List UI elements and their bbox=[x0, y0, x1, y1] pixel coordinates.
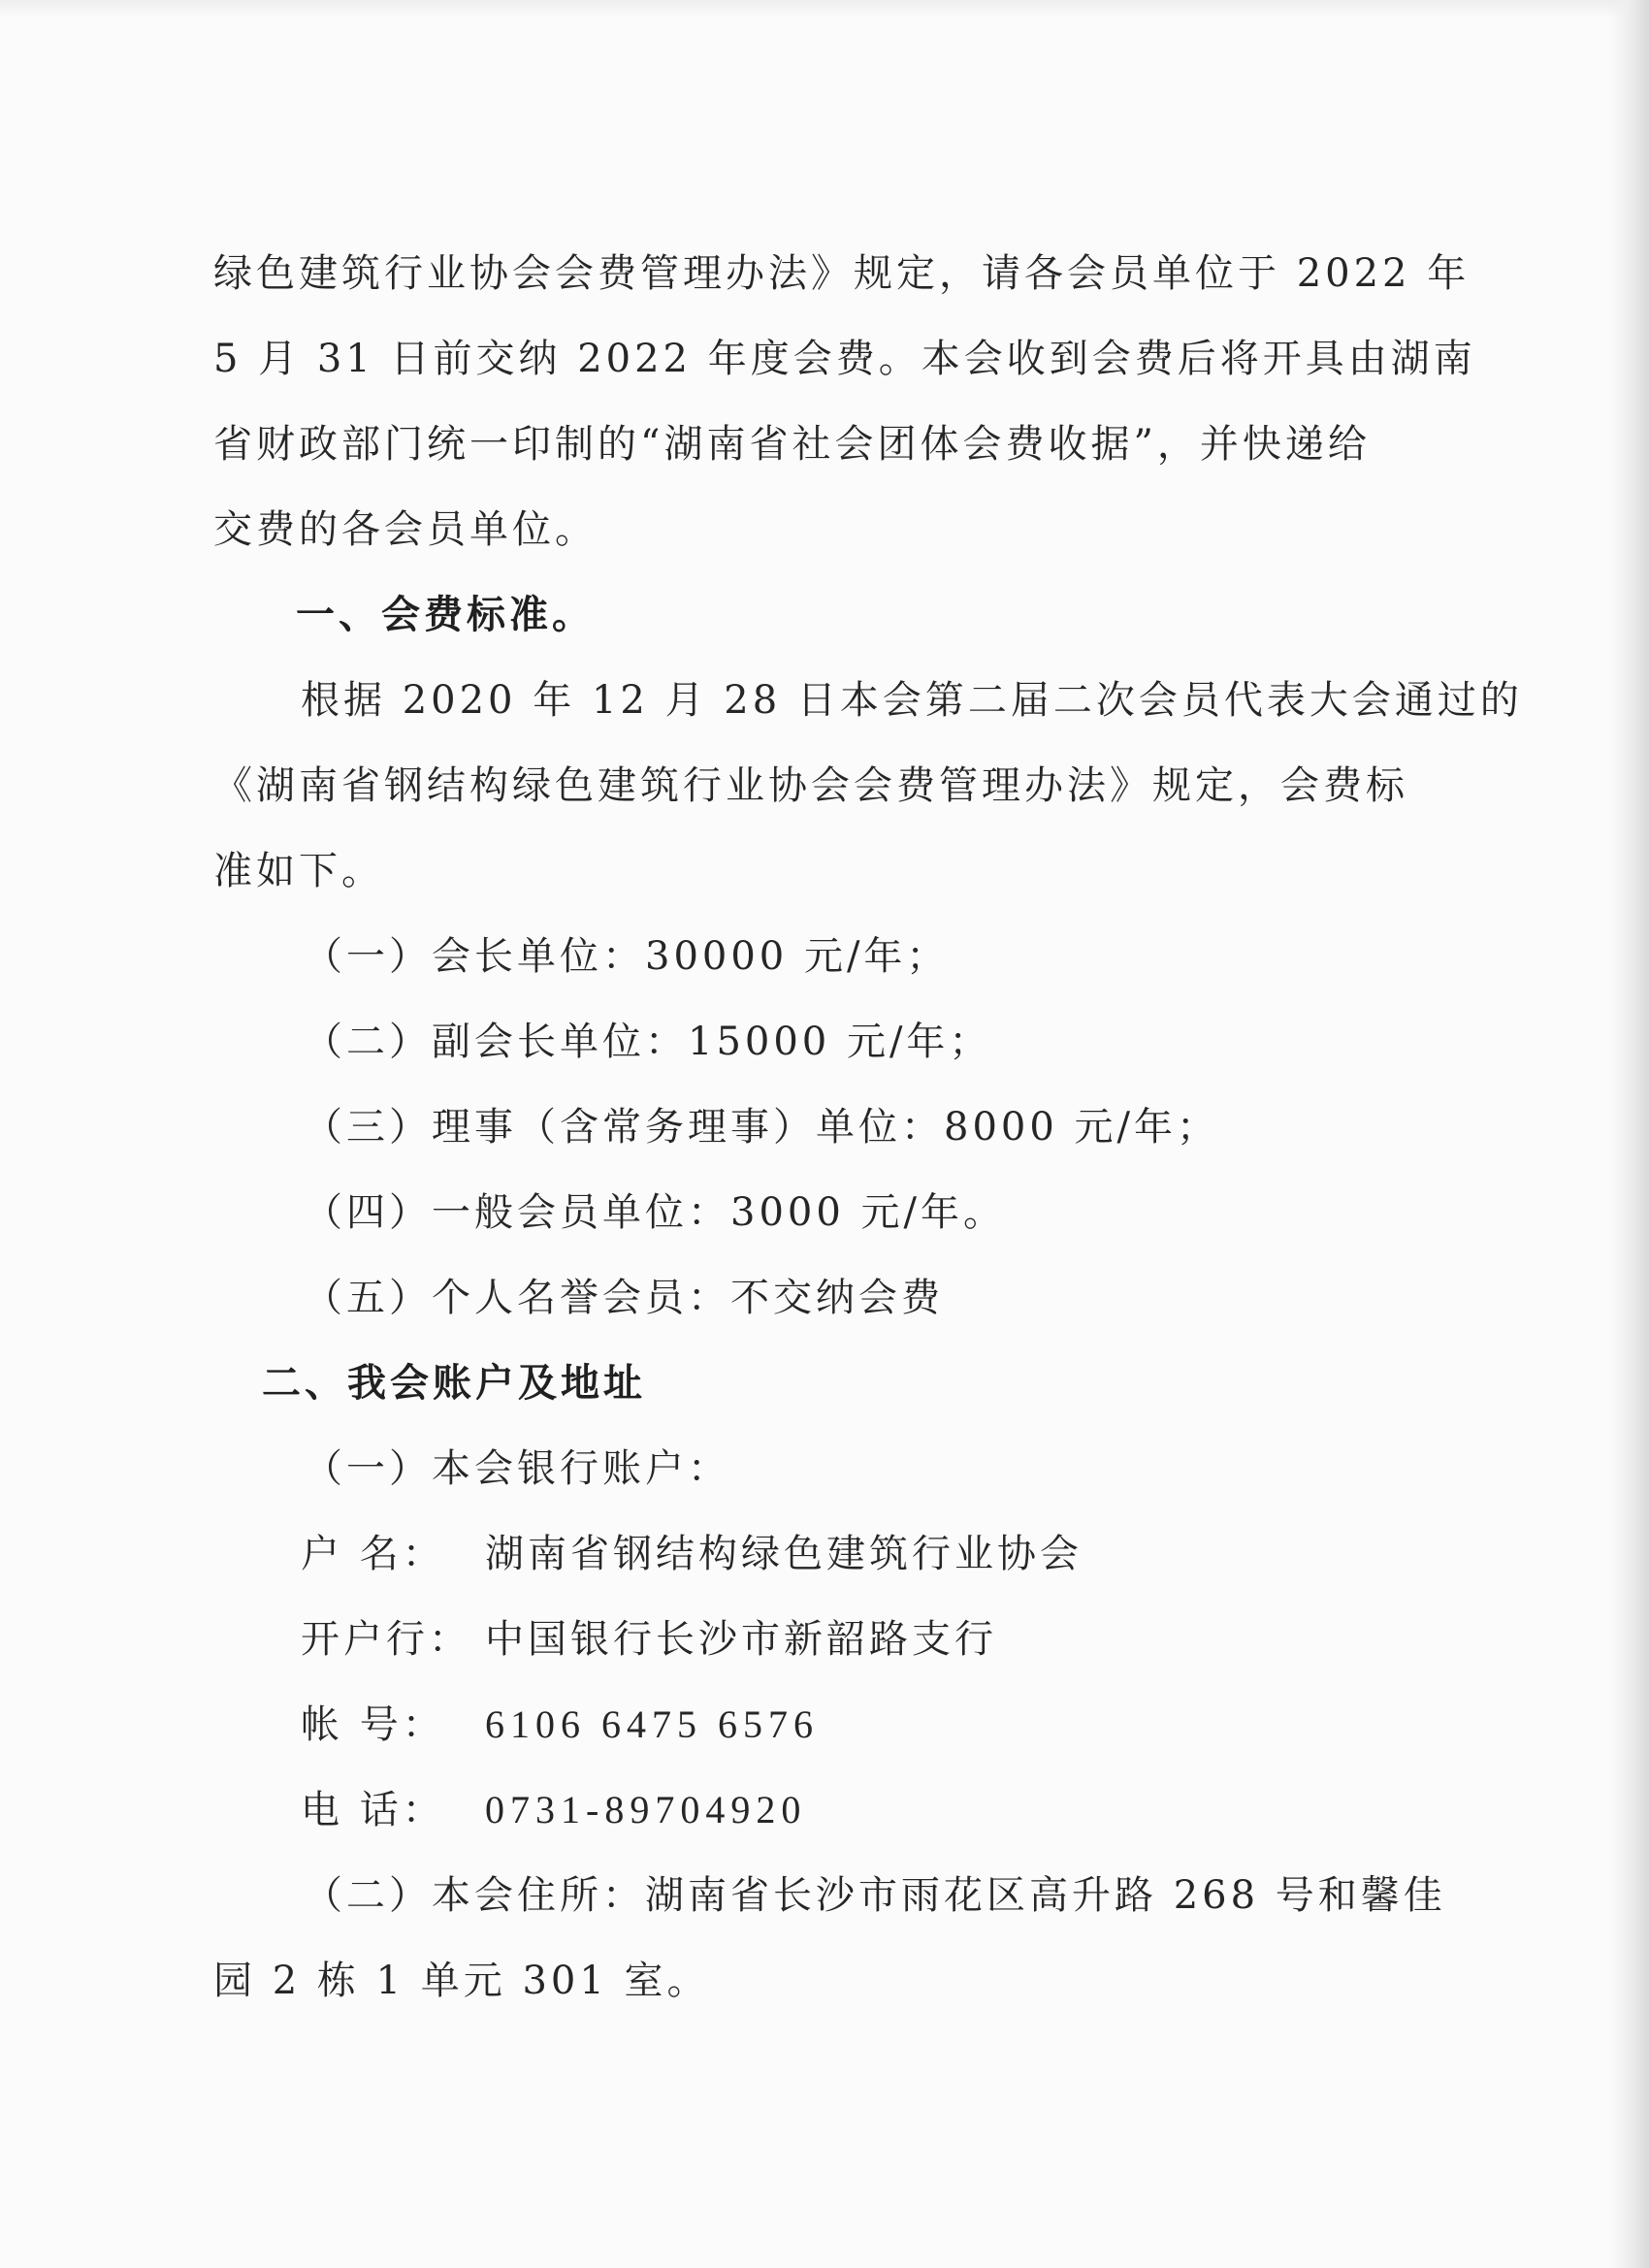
document-body bbox=[213, 231, 1523, 2024]
account-name-value: 湖南省钢结构绿色建筑行业协会 bbox=[485, 1532, 1083, 1576]
scan-top-shadow bbox=[0, 0, 1649, 17]
phone-label: 电 话： bbox=[301, 1788, 445, 1832]
account-number-label: 帐 号： bbox=[301, 1702, 445, 1747]
account-name-row bbox=[213, 1511, 1440, 1597]
fee-item-president: （一）会长单位：30000 元/年； bbox=[304, 934, 950, 979]
address-line-2: 园 2 栋 1 单元 301 室。 bbox=[213, 1959, 710, 2003]
fee-item-honorary-member: （五）个人名誉会员：不交纳会费 bbox=[304, 1276, 944, 1320]
bank-row bbox=[213, 1597, 1440, 1682]
account-number-value: 6106 6475 6576 bbox=[485, 1702, 819, 1746]
account-name-label: 户 名： bbox=[301, 1532, 445, 1576]
intro-line-2: 5 月 31 日前交纳 2022 年度会费。本会收到会费后将开具由湖南 bbox=[213, 337, 1476, 381]
address-line-1: （二）本会住所：湖南省长沙市雨花区高升路 268 号和馨佳 bbox=[304, 1873, 1446, 1918]
account-number-row bbox=[213, 1682, 1440, 1767]
bank-label: 开户行： bbox=[301, 1617, 471, 1662]
section-1-body-line-1: 根据 2020 年 12 月 28 日本会第二届二次会员代表大会通过的 bbox=[301, 678, 1523, 723]
phone-value: 0731-89704920 bbox=[485, 1788, 807, 1831]
section-1-heading: 一、会费标准。 bbox=[296, 593, 595, 637]
fee-item-general-member: （四）一般会员单位：3000 元/年。 bbox=[304, 1190, 1006, 1235]
bank-value: 中国银行长沙市新韶路支行 bbox=[485, 1617, 997, 1662]
fee-item-vice-president: （二）副会长单位：15000 元/年； bbox=[304, 1020, 992, 1064]
section-2-heading: 二、我会账户及地址 bbox=[262, 1361, 646, 1406]
intro-line-1: 绿色建筑行业协会会费管理办法》规定，请各会员单位于 2022 年 bbox=[213, 251, 1471, 296]
bank-account-title: （一）本会银行账户： bbox=[304, 1446, 730, 1491]
fee-item-director: （三）理事（含常务理事）单位：8000 元/年； bbox=[304, 1105, 1219, 1150]
section-1-body-line-2: 《湖南省钢结构绿色建筑行业协会会费管理办法》规定，会费标 bbox=[213, 763, 1408, 808]
phone-row bbox=[213, 1767, 1440, 1853]
section-1-body-line-3: 准如下。 bbox=[213, 849, 384, 893]
scan-edge-shadow bbox=[1608, 0, 1649, 2268]
intro-line-3: 省财政部门统一印制的“湖南省社会团体会费收据”，并快递给 bbox=[213, 422, 1371, 467]
intro-line-4: 交费的各会员单位。 bbox=[213, 507, 598, 552]
